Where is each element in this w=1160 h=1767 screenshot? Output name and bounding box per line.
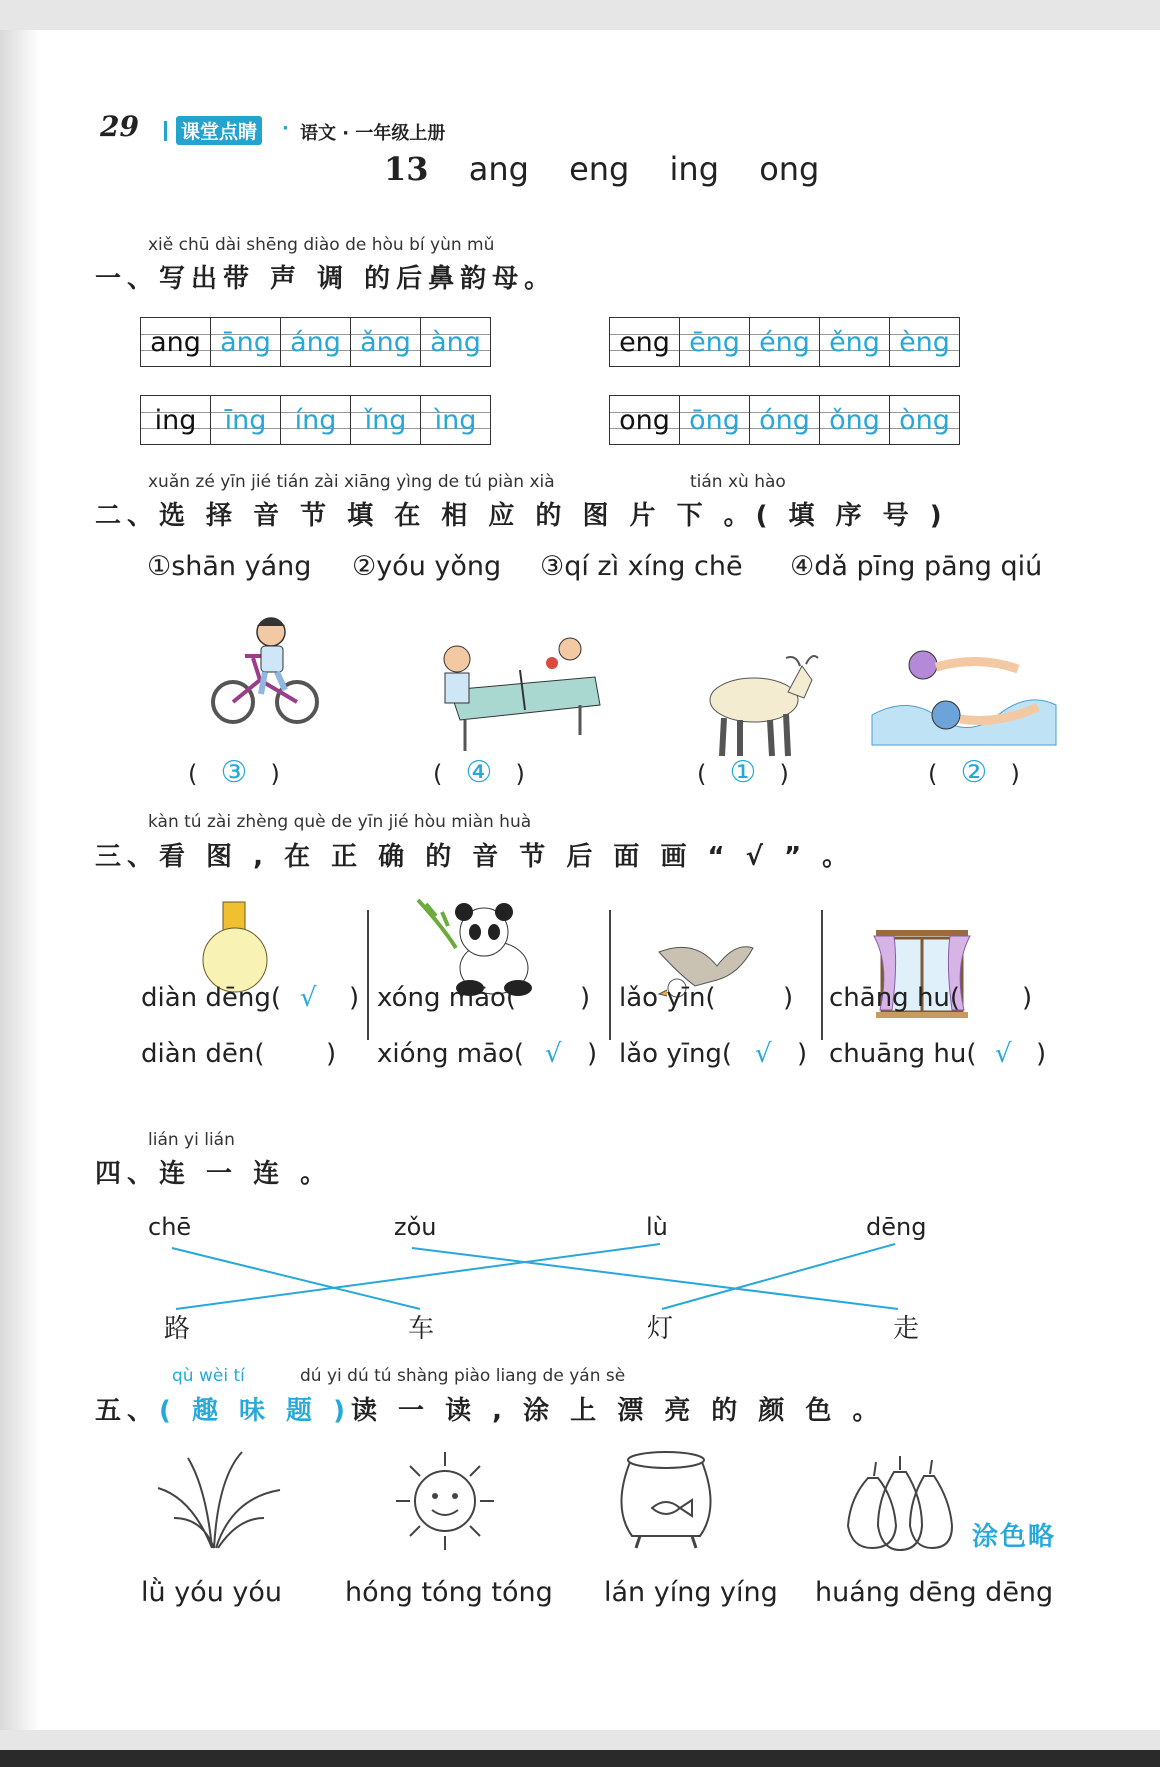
- tone-answer: ǎng: [351, 318, 421, 367]
- answer-slot-3: ( ① ): [697, 755, 789, 790]
- check-mark: √: [995, 1039, 1012, 1069]
- header-dot: ·: [282, 118, 289, 139]
- syllable-option: lǎo yīng(: [619, 1039, 733, 1069]
- section2-pinyin: xuǎn zé yīn jié tián zài xiāng yìng de tú piàn xià: [148, 472, 555, 492]
- color-word: lán yíng yíng: [604, 1577, 778, 1608]
- answer-slot-4: ( ② ): [928, 755, 1020, 790]
- tone-answer: èng: [890, 318, 960, 367]
- lesson-number: 13: [384, 150, 429, 188]
- tone-answer: éng: [750, 318, 820, 367]
- section5-pinyin: dú yi dú tú shàng piào liang de yán sè: [300, 1366, 626, 1386]
- syllable-option: diàn dēn(: [141, 1039, 265, 1069]
- lesson-final: eng: [569, 150, 630, 188]
- subject-label: 语文 · 一年级上册: [300, 123, 446, 144]
- syllable-option: xóng māo(: [377, 983, 517, 1013]
- option-3: ③qí zì xíng chē: [540, 551, 743, 582]
- check-mark: √: [755, 1039, 772, 1069]
- match-pinyin: chē: [148, 1213, 192, 1241]
- answer-mark: ②: [960, 755, 988, 790]
- match-pinyin: dēng: [866, 1213, 927, 1241]
- section1-title: 一、写出带 声 调 的后鼻韵母。: [95, 264, 557, 294]
- match-line: [176, 1244, 660, 1309]
- match-lines: [0, 30, 1160, 1430]
- close-paren: ): [1036, 1039, 1047, 1069]
- syllable-option: diàn dēng(: [141, 983, 282, 1013]
- check-mark: √: [545, 1039, 562, 1069]
- tone-answer: ěng: [820, 318, 890, 367]
- section4-pinyin: lián yi lián: [148, 1130, 235, 1150]
- section2-title: 二、选 择 音 节 填 在 相 应 的 图 片 下 。( 填 序 号 ): [95, 501, 948, 531]
- tone-answer: ìng: [421, 396, 491, 445]
- syllable-option: xióng māo(: [377, 1039, 525, 1069]
- workbook-page: [0, 30, 1160, 1730]
- match-character: 走: [893, 1314, 920, 1344]
- table-base: ong: [610, 396, 680, 445]
- section3-pinyin: kàn tú zài zhèng què de yīn jié hòu miàn huà: [148, 812, 532, 832]
- section4-title: 四、连 一 连 。: [95, 1159, 333, 1189]
- color-word: hóng tóng tóng: [345, 1577, 553, 1608]
- tone-answer: ōng: [680, 396, 750, 445]
- sun-illustration: [392, 1448, 498, 1554]
- section5-pinyin-fun: qù wèi tí: [172, 1366, 245, 1386]
- table-base: ang: [141, 318, 211, 367]
- lesson-final: ang: [468, 150, 529, 188]
- match-pinyin: zǒu: [394, 1213, 437, 1241]
- check-mark: √: [300, 983, 317, 1013]
- table-base: eng: [610, 318, 680, 367]
- answer-slot-1: ( ③ ): [188, 755, 280, 790]
- section2-pinyin-2: tián xù hào: [690, 472, 786, 492]
- bottom-bar: [0, 1750, 1160, 1767]
- tone-answer: ǒng: [820, 396, 890, 445]
- color-word: huáng dēng dēng: [815, 1577, 1054, 1608]
- close-paren: ): [797, 1039, 808, 1069]
- close-paren: ): [349, 983, 360, 1013]
- page-number: 29: [100, 110, 139, 143]
- answer-mark: ④: [465, 755, 493, 790]
- option-4: ④dǎ pīng pāng qiú: [790, 551, 1043, 582]
- brand-badge: 课堂点睛: [176, 116, 262, 145]
- lesson-final: ing: [669, 150, 720, 188]
- tone-answer: óng: [750, 396, 820, 445]
- fishbowl-illustration: [612, 1448, 720, 1552]
- match-character: 车: [408, 1314, 435, 1344]
- tone-answer: àng: [421, 318, 491, 367]
- match-line: [662, 1244, 895, 1309]
- match-line: [412, 1248, 898, 1309]
- tone-answer: īng: [211, 396, 281, 445]
- lesson-final: ong: [759, 150, 820, 188]
- close-paren: ): [326, 1039, 337, 1069]
- answer-mark: ①: [729, 755, 757, 790]
- syllable-option: lǎo yīn(: [619, 983, 716, 1013]
- tone-answer: ēng: [680, 318, 750, 367]
- answer-note: 涂色略: [972, 1522, 1057, 1552]
- tone-answer: áng: [281, 318, 351, 367]
- section3-title: 三、看 图 , 在 正 确 的 音 节 后 面 画 “ √ ” 。: [95, 842, 855, 872]
- fun-question-tag: ( 趣 味 题 ): [159, 1396, 351, 1426]
- syllable-option: chāng hu(: [829, 983, 961, 1013]
- close-paren: ): [783, 983, 794, 1013]
- answer-slot-2: ( ④ ): [433, 755, 525, 790]
- tone-answer: ǐng: [351, 396, 421, 445]
- tone-answer: íng: [281, 396, 351, 445]
- tone-answer: òng: [890, 396, 960, 445]
- option-2: ②yóu yǒng: [352, 551, 502, 582]
- color-word: lǜ yóu yóu: [141, 1577, 282, 1608]
- section1-pinyin: xiě chū dài shēng diào de hòu bí yùn mǔ: [148, 235, 495, 255]
- close-paren: ): [580, 983, 591, 1013]
- match-character: 路: [164, 1314, 191, 1344]
- match-line: [172, 1248, 420, 1309]
- match-pinyin: lù: [646, 1213, 668, 1241]
- table-base: ing: [141, 396, 211, 445]
- answer-mark: ③: [220, 755, 248, 790]
- close-paren: ): [587, 1039, 598, 1069]
- tone-answer: āng: [211, 318, 281, 367]
- close-paren: ): [1022, 983, 1033, 1013]
- syllable-option: chuāng hu(: [829, 1039, 977, 1069]
- match-character: 灯: [647, 1314, 674, 1344]
- section5-title: 五、( 趣 味 题 )读 一 读 , 涂 上 漂 亮 的 颜 色 。: [95, 1396, 885, 1426]
- grass-illustration: [152, 1448, 284, 1552]
- option-1: ①shān yáng: [147, 551, 312, 582]
- pears-illustration: [838, 1448, 956, 1552]
